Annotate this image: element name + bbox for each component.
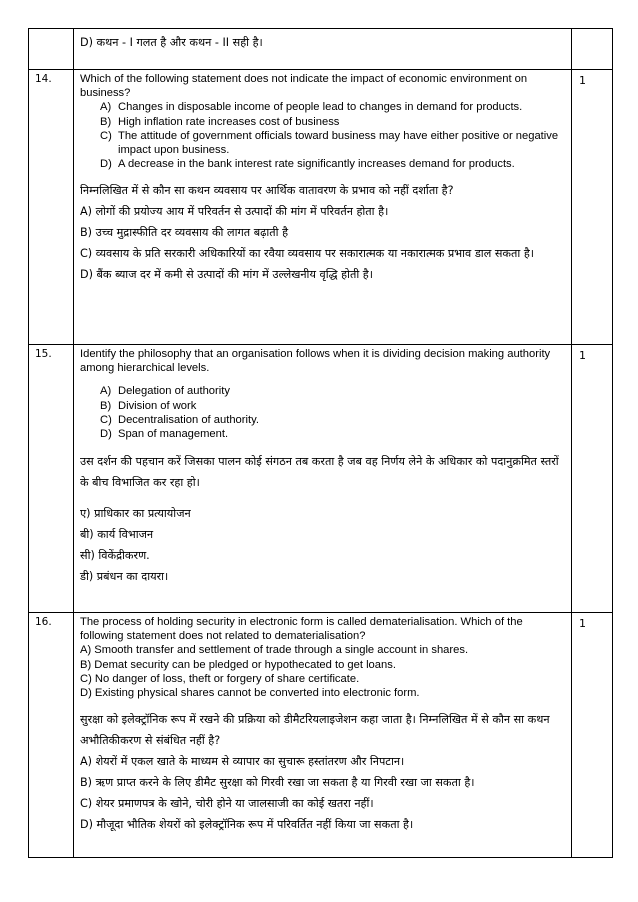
question-number: 15. [29, 345, 74, 613]
question-text-hi: निम्नलिखित में से कौन सा कथन व्यवसाय पर आर्थिक वातावरण के प्रभाव को नहीं दर्शाता है? [80, 184, 454, 198]
hindi-option: सी) विकेंद्रीकरण. [80, 549, 150, 563]
hindi-option: C) शेयर प्रमाणपत्र के खोने, चोरी होने या जालसाजी का कोई खतरा नहीं। [80, 797, 374, 811]
question-cell [74, 613, 572, 858]
hindi-option: ए) प्राधिकार का प्रत्यायोजन [80, 507, 191, 521]
question-cell [74, 70, 572, 345]
hindi-option: B) उच्च मुद्रास्फीति दर व्यवसाय की लागत बढ़ाती है [80, 226, 289, 240]
option-en: A) Smooth transfer and settlement of trade through a single account in shares. [80, 644, 469, 657]
hindi-option: बी) कार्य विभाजन [80, 528, 154, 542]
table-row-q14 [29, 70, 613, 345]
question-text-hi: सुरक्षा को इलेक्ट्रॉनिक रूप में रखने की प्रक्रिया को डीमैटरियलाइजेशन कहा जाता है। निम्नलिखित में से कौन सा कथन अभौतिकीकरण से संबंधित नहीं है? [80, 713, 550, 748]
option-en: D) Existing physical shares cannot be converted into electronic form. [80, 687, 420, 700]
question-number: 16. [29, 613, 74, 858]
hindi-option: डी) प्रबंधन का दायरा। [80, 570, 169, 584]
question-table [28, 28, 613, 858]
question-text-en: Identify the philosophy that an organisation follows when it is dividing decision making authority among hierarchical levels. [80, 348, 551, 375]
question-text-en: Which of the following statement does not indicate the impact of economic environment on business? [80, 73, 528, 100]
table-row-q15 [29, 345, 613, 613]
question-cell [74, 345, 572, 613]
list-item: B) High inflation rate increases cost of business [100, 115, 340, 128]
marks-value: 1 [572, 70, 613, 345]
list-item: B) Division of work [100, 399, 197, 412]
options-list-en [80, 384, 566, 441]
hindi-option: D) बैंक ब्याज दर में कमी से उत्पादों की मांग में उल्लेखनीय वृद्धि होती है। [80, 268, 373, 282]
list-item: D) A decrease in the bank interest rate significantly increases demand for products. [100, 158, 515, 171]
hindi-option: B) ऋण प्राप्त करने के लिए डीमैट सुरक्षा को गिरवी रखा जा सकता है या गिरवी रखा जा सकता है। [80, 776, 475, 790]
question-number: 14. [29, 70, 74, 345]
list-item: C) Decentralisation of authority. [100, 413, 259, 426]
marks-value: 1 [572, 345, 613, 613]
list-item: A) Changes in disposable income of people lead to changes in demand for products. [100, 101, 523, 114]
hindi-option: A) शेयरों में एकल खाते के माध्यम से व्यापार का सुचारू हस्तांतरण और निपटान। [80, 755, 405, 769]
option-en: C) No danger of loss, theft or forgery of share certificate. [80, 672, 360, 685]
hindi-option: D) कथन - I गलत है और कथन - II सही है। [80, 36, 263, 49]
table-row-continuation [29, 29, 613, 70]
list-item: C) The attitude of government officials toward business may have either positive or negative impact upon business. [100, 129, 559, 157]
question-text-en: The process of holding security in electronic form is called dematerialisation. Which of the following statement does not related to dematerialisation? [80, 616, 523, 643]
list-item: A) Delegation of authority [100, 385, 230, 398]
hindi-option: C) व्यवसाय के प्रति सरकारी अधिकारियों का रवैया व्यवसाय पर सकारात्मक या नकारात्मक प्रभाव डाल सकता है। [80, 247, 535, 261]
marks-value: 1 [572, 613, 613, 858]
question-cell [74, 29, 572, 70]
table-row-q16 [29, 613, 613, 858]
question-text-hi: उस दर्शन की पहचान करें जिसका पालन कोई संगठन तब करता है जब वह निर्णय लेने के अधिकार को पदानुक्रमित स्तरों के बीच विभाजित कर रहा हो। [80, 455, 559, 490]
option-en: B) Demat security can be pledged or hypothecated to get loans. [80, 658, 396, 671]
options-list-en [80, 100, 566, 171]
marks-cell [572, 29, 613, 70]
list-item: D) Span of management. [100, 428, 229, 441]
hindi-option: D) मौजूदा भौतिक शेयरों को इलेक्ट्रॉनिक रूप में परिवर्तित नहीं किया जा सकता है। [80, 818, 414, 832]
number-cell [29, 29, 74, 70]
hindi-option: A) लोगों की प्रयोज्य आय में परिवर्तन से उत्पादों की मांग में परिवर्तन होता है। [80, 205, 389, 219]
